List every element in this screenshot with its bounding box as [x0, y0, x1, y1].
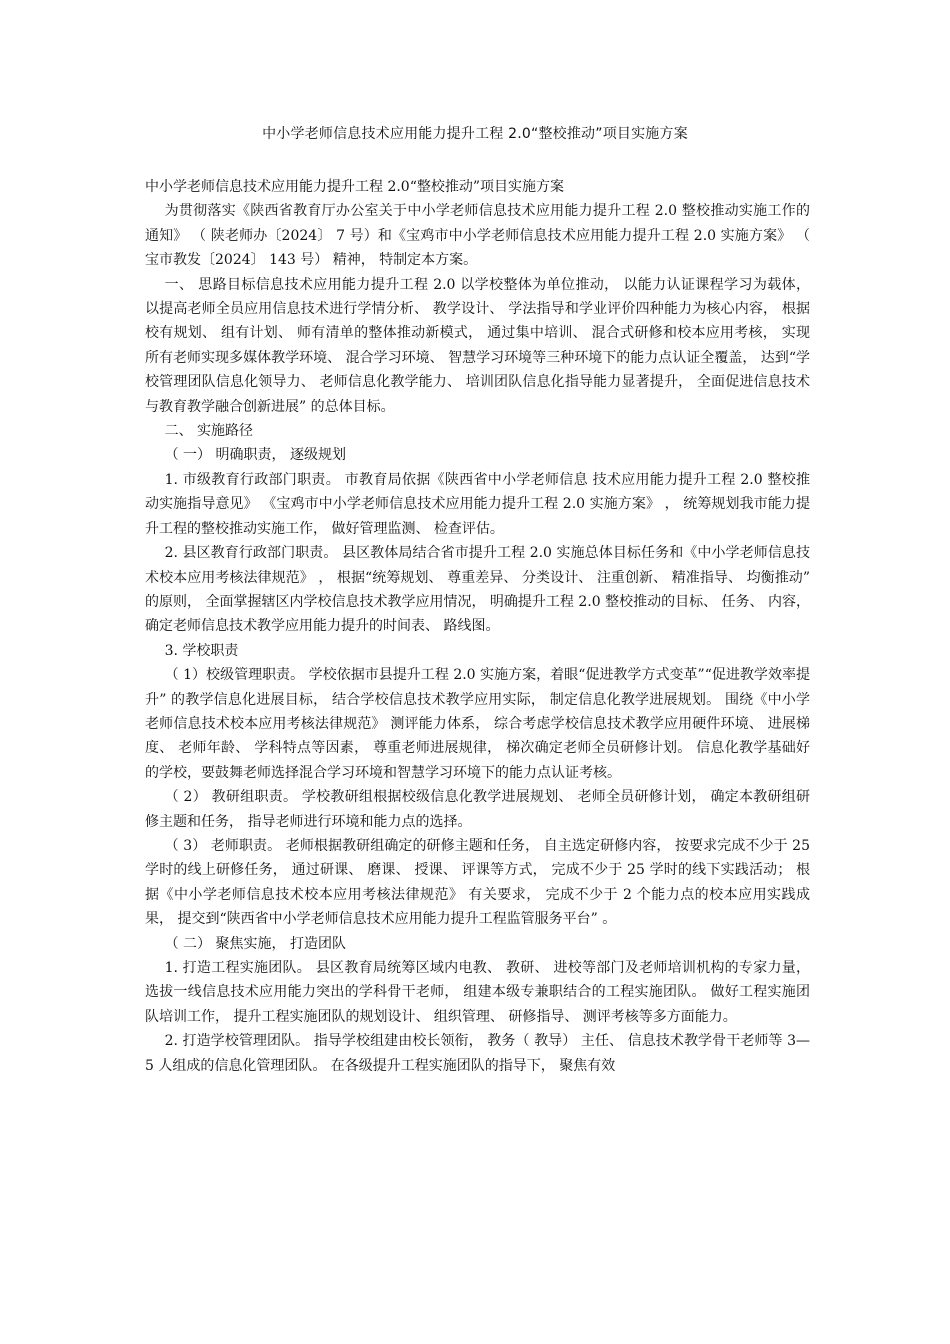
county-duty-paragraph: 2. 县区教育行政部门职责。 县区教体局结合省市提升工程 2.0 实施总体目标任务和《中小学老师信息技术校本应用考核法律规范》 ， 根据“统筹规划、 尊重差异、 分类设计、 注重创新、 精准指导、 均衡推动” 的原则， 全面掌握辖区内学校信息技术教学应用情况， 明确提升工程 2.0 整校推动的目标、 任务、 内容， 确定老师信息技术教学应用能力提升的时间表、 路线图。: [145, 545, 810, 635]
teaching-group-paragraph: （ 2） 教研组职责。 学校教研组根据校级信息化教学进展规划、 老师全员研修计划， 确定本教研组研修主题和任务， 指导老师进行环境和能力点的选择。: [145, 789, 810, 830]
project-team-paragraph: 1. 打造工程实施团队。 县区教育局统筹区域内电教、 教研、 进校等部门及老师培训机构的专家力量， 选拔一线信息技术应用能力突出的学科骨干老师， 组建本级专兼职结合的工程实施团队。 做好工程实施团队培训工作， 提升工程实施团队的规划设计、 组织管理、 研修指导、 测评考核等多方面能力。: [145, 960, 810, 1025]
section-one-paragraph: 一、 思路目标信息技术应用能力提升工程 2.0 以学校整体为单位推动， 以能力认证课程学习为载体， 以提高老师全员应用信息技术进行学情分析、 教学设计、 学法指导和学业评价四种能力为核心内容， 根据校有规划、 组有计划、 师有清单的整体推动新模式， 通过集中培训、 混合式研修和校本应用考核， 实现所有老师实现多媒体教学环境、 混合学习环境、 智慧学习环境等三种环境下的能力点认证全覆盖， 达到“学校管理团队信息化领导力、 老师信息化教学能力、 培训团队信息化指导能力显著提升， 全面促进信息技术与教育教学融合创新进展” 的总体目标。: [145, 276, 810, 415]
section-two-heading: 二、 实施路径: [164, 423, 254, 440]
school-team-paragraph: 2. 打造学校管理团队。 指导学校组建由校长领衔， 教务（ 教导） 主任、 信息技术教学骨干老师等 3—5 人组成的信息化管理团队。 在各级提升工程实施团队的指导下， 聚焦有效: [145, 1033, 810, 1074]
school-management-paragraph: （ 1）校级管理职责。 学校依据市县提升工程 2.0 实施方案，着眼“促进教学方式变革”“促进教学效率提升” 的教学信息化进展目标， 结合学校信息技术教学应用实际， 制定信息化教学进展规划。 围绕《中小学老师信息技术校本应用考核法律规范》 测评能力体系， 综合考虑学校信息技术教学应用硬件环境、 进展梯度、 老师年龄、 学科特点等因素， 尊重老师进展规律， 梯次确定老师全员研修计划。 信息化教学基础好的学校，要鼓舞老师选择混合学习环境和智慧学习环境下的能力点认证考核。: [145, 667, 810, 781]
document-body: [145, 175, 810, 1078]
subsection-two-heading: （ 二） 聚焦实施， 打造团队: [164, 935, 346, 952]
city-duty-paragraph: 1. 市级教育行政部门职责。 市教育局依据《陕西省中小学老师信息 技术应用能力提升工程 2.0 整校推动实施指导意见》 《宝鸡市中小学老师信息技术应用能力提升工程 2.0 实施方案》 ， 统筹规划我市能力提升工程的整校推动实施工作， 做好管理监测、 检查评估。: [145, 471, 810, 537]
page-title: 中小学老师信息技术应用能力提升工程 2.0“整校推动”项目实施方案: [262, 126, 688, 142]
intro-paragraph: 为贯彻落实《陕西省教育厅办公室关于中小学老师信息技术应用能力提升工程 2.0 整校推动实施工作的通知》 （ 陕老师办〔2024〕 7 号）和《宝鸡市中小学老师信息技术应用能力提升工程 2.0 实施方案》 （ 宝市教发〔2024〕 143 号） 精神， 特制定本方案。: [145, 203, 810, 269]
subsection-one-heading: （ 一） 明确职责， 逐级规划: [164, 447, 346, 464]
school-duty-heading: 3. 学校职责: [164, 642, 239, 659]
teacher-duty-paragraph: （ 3） 老师职责。 老师根据教研组确定的研修主题和任务， 自主选定研修内容， 按要求完成不少于 25 学时的线上研修任务， 通过研课、 磨课、 授课、 评课等方式， 完成不少于 25 学时的线下实践活动； 根据《中小学老师信息技术校本应用考核法律规范》 有关要求， 完成不少于 2 个能力点的校本应用实践成果， 提交到“陕西省中小学老师信息技术应用能力提升工程监管服务平台” 。: [145, 837, 810, 928]
body-heading: 中小学老师信息技术应用能力提升工程 2.0“整校推动”项目实施方案: [145, 179, 565, 195]
